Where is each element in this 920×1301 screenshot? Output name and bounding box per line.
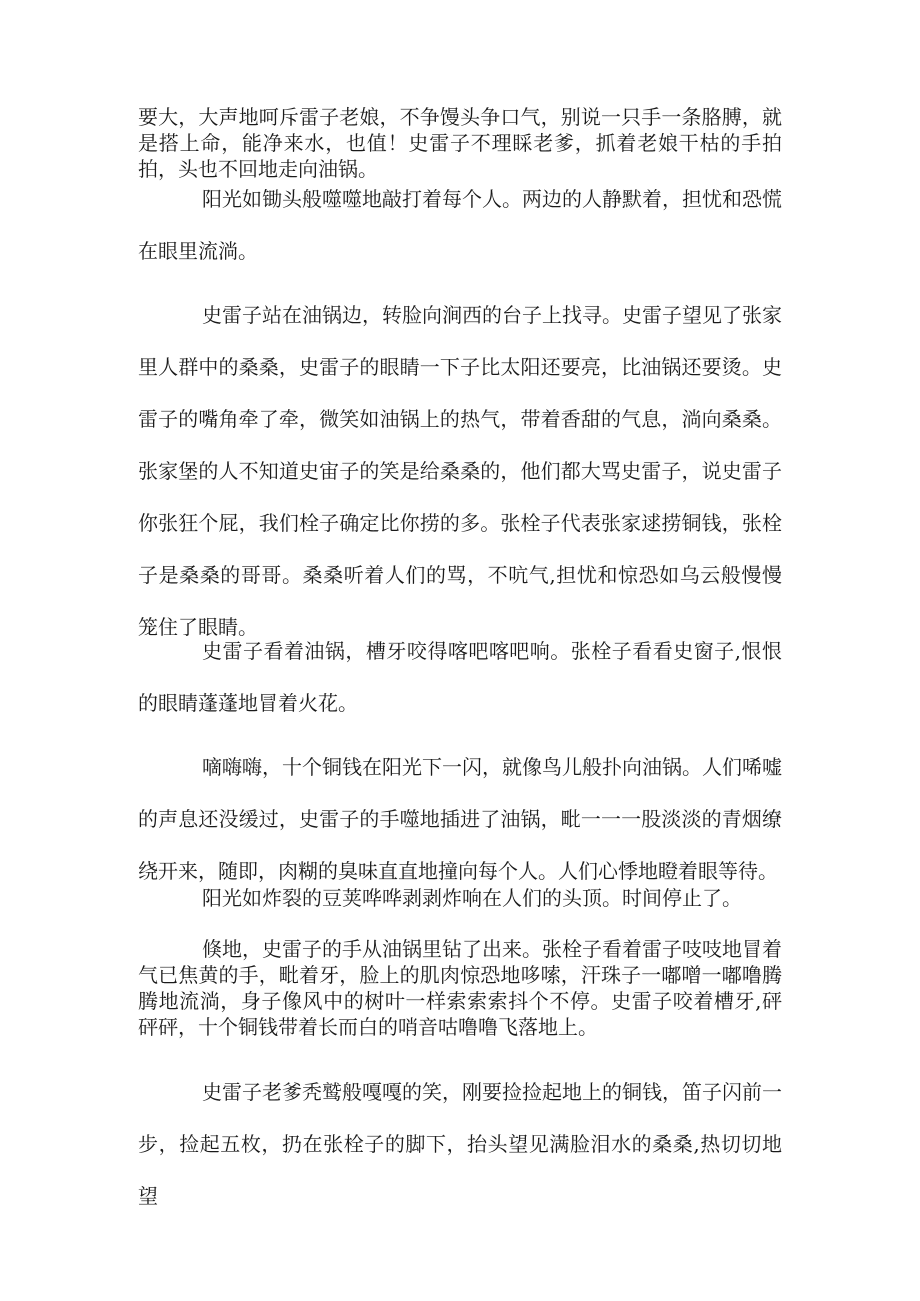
paragraph-3: 史雷子站在油锅边，转脸向涧西的台子上找寻。史雷子望见了张家里人群中的桑桑，史雷子的眼睛一下子比太阳还要亮，比油锅还要烫。史雷子的嘴角牵了牵，微笑如油锅上的热气，带着香甜的气息，淌向桑桑。张家堡的人不知道史宙子的笑是给桑桑的，他们都大骂史雷子，说史雷子你张狂个屁，我们栓子确定比你捞的多。张栓子代表张家逑捞铜钱，张栓子是桑桑的哥哥。桑桑听着人们的骂，不吭气,担忧和惊恐如乌云般慢慢笼住了眼睛。 — [138, 303, 782, 639]
paragraph-7: 倏地，史雷子的手从油锅里钻了出来。张栓子看着雷子吱吱地冒着气已焦黄的手，毗着牙，脸上的肌肉惊恐地哆嗦，汗珠子一嘟噌一嘟噜腾腾地流淌，身子像风中的树叶一样索索索抖个不停。史雷子咬着槽牙,砰砰砰，十个铜钱带着长而白的哨音咕噜噜飞落地上。 — [138, 937, 782, 1039]
paragraph-5: 嘀嗨嗨，十个铜钱在阳光下一闪，就像鸟儿般扑向油锅。人们唏嘘的声息还没缓过，史雷子的手噬地插进了油锅，毗一一一股淡淡的青烟缭绕开来，随即，肉糊的臭味直直地撞向每个人。人们心悸地瞪着眼等待。 — [138, 755, 782, 883]
paragraph-8: 史雷子老爹秃鹫般嘎嘎的笑，刚要捡捡起地上的铜钱，笛子闪前一步，捡起五枚，扔在张栓子的脚下，抬头望见满脸泪水的桑桑,热切切地望 — [138, 1080, 782, 1208]
paragraph-2: 阳光如锄头般噬噬地敲打着每个人。两边的人静默着，担忧和恐慌在眼里流淌。 — [138, 187, 782, 263]
paragraph-6: 阳光如炸裂的豆荚哗哗剥剥炸响在人们的头顶。时间停止了。 — [202, 886, 742, 910]
paragraph-1: 要大，大声地呵斥雷子老娘，不争馒头争口气，别说一只手一条胳膊，就是搭上命，能净来水，也值！史雷子不理睬老爹，抓着老娘干枯的手拍拍，头也不回地走向油锅。 — [138, 105, 782, 181]
paragraph-4: 史雷子看着油锅，槽牙咬得喀吧喀吧响。张栓子看看史窗子,恨恨的眼睛蓬蓬地冒着火花。 — [138, 639, 782, 715]
